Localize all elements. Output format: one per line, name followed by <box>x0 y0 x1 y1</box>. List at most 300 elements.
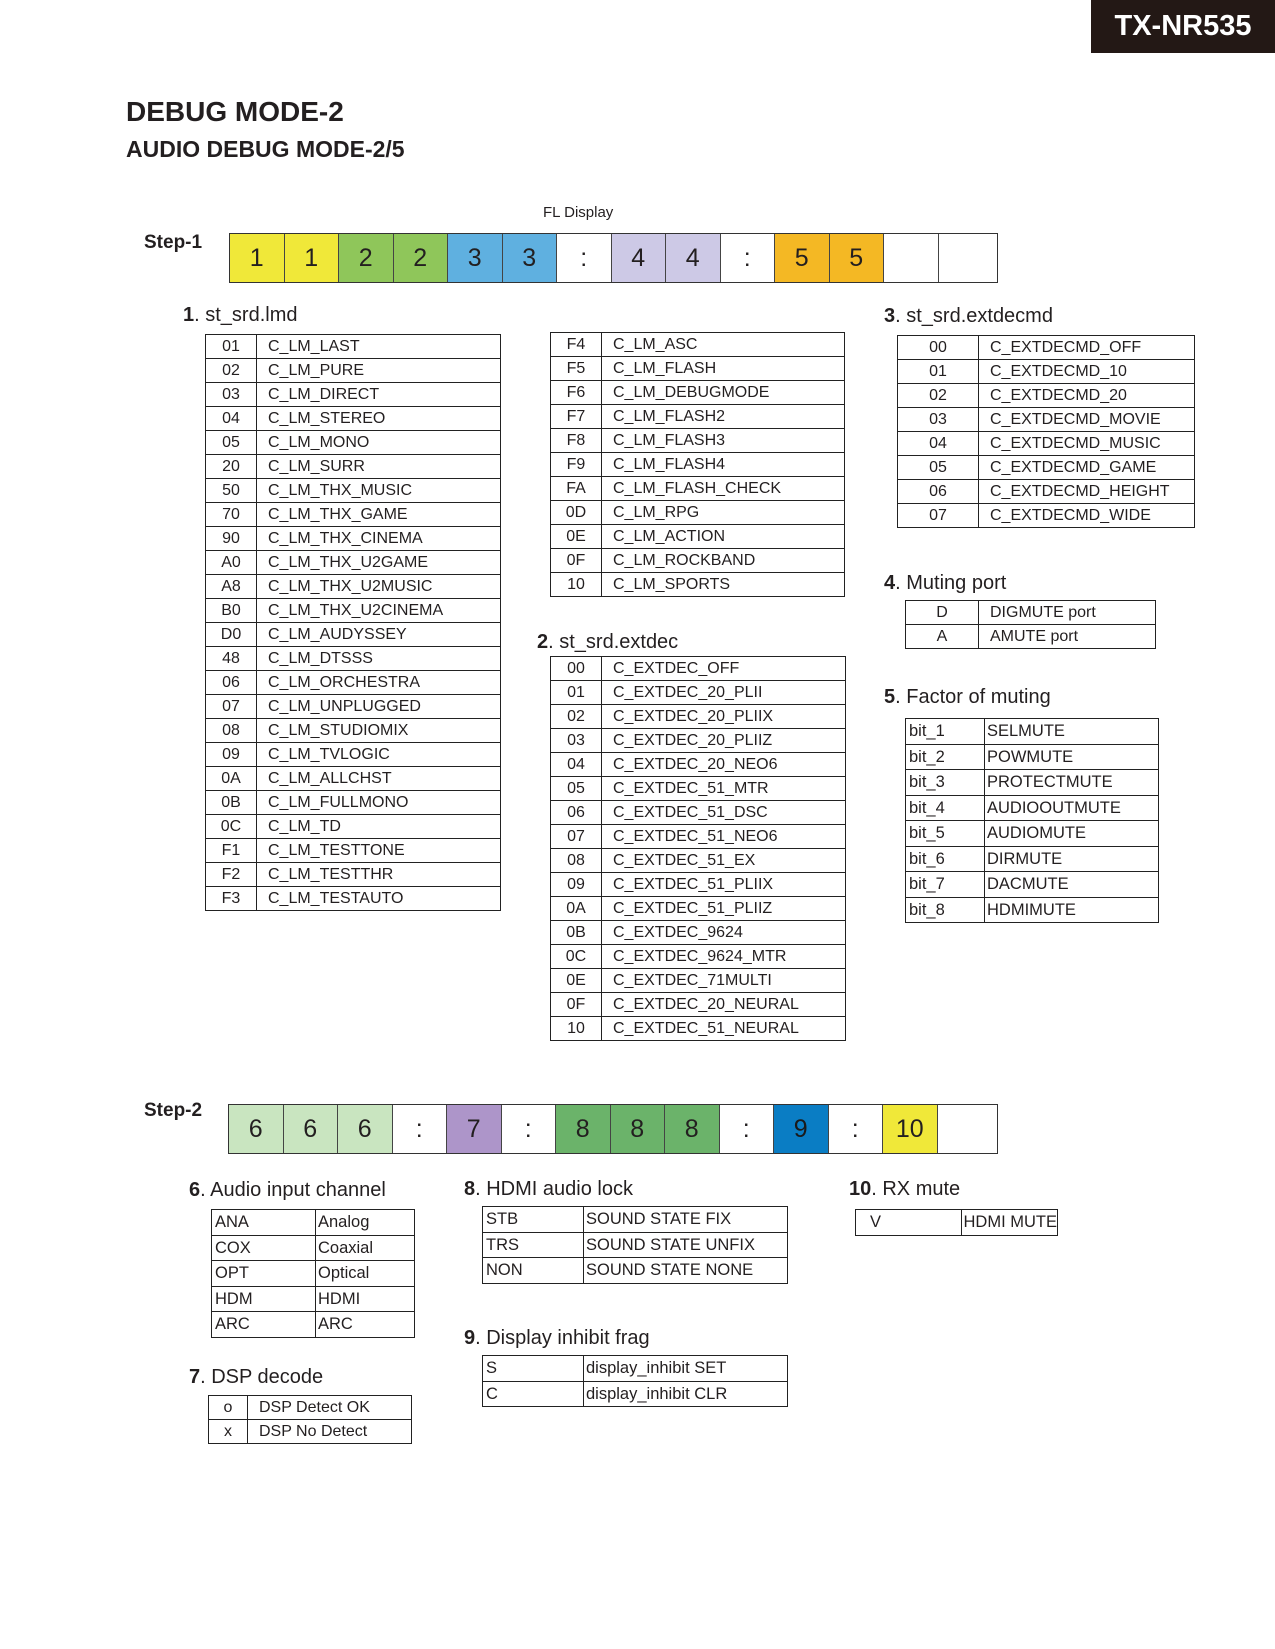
table-row <box>898 408 1195 432</box>
code-cell: F4 <box>551 333 602 357</box>
hdmi-audio-lock-table <box>482 1206 788 1284</box>
code-cell: B0 <box>206 599 257 623</box>
audio-input-table <box>211 1209 415 1338</box>
value-cell: DACMUTE <box>985 872 1159 898</box>
code-cell: A0 <box>206 551 257 575</box>
table-row <box>551 657 846 681</box>
table-row <box>906 795 1159 821</box>
code-cell: 00 <box>898 336 979 360</box>
code-cell: 03 <box>551 729 602 753</box>
display-cell: 4 <box>666 234 721 282</box>
table-row <box>483 1207 788 1233</box>
code-cell: F6 <box>551 381 602 405</box>
code-cell: F5 <box>551 357 602 381</box>
code-cell: 90 <box>206 527 257 551</box>
table-row <box>206 719 501 743</box>
code-cell: o <box>209 1396 248 1420</box>
display-cell: 3 <box>448 234 503 282</box>
table-row <box>898 360 1195 384</box>
display-cell: 2 <box>339 234 394 282</box>
code-cell: F2 <box>206 863 257 887</box>
code-cell: ANA <box>212 1210 316 1236</box>
table-row <box>856 1210 1058 1236</box>
value-cell: HDMI MUTE <box>961 1210 1058 1236</box>
table-row <box>206 623 501 647</box>
table-row <box>206 887 501 911</box>
table-row <box>551 477 845 501</box>
value-cell: C_LM_LAST <box>257 335 501 359</box>
table-row <box>206 335 501 359</box>
value-cell: C_EXTDEC_51_PLIIX <box>602 873 846 897</box>
table-row <box>483 1232 788 1258</box>
section-title-extdec: 2. st_srd.extdec <box>537 631 679 653</box>
value-cell: C_EXTDECMD_MOVIE <box>979 408 1195 432</box>
table-row <box>551 897 846 921</box>
display-cell: 4 <box>612 234 667 282</box>
display-cell <box>938 1105 993 1153</box>
table-row <box>906 625 1156 649</box>
table-row <box>551 873 846 897</box>
code-cell: A8 <box>206 575 257 599</box>
table-row <box>483 1258 788 1284</box>
table-row <box>483 1356 788 1382</box>
value-cell: C_LM_SPORTS <box>602 573 845 597</box>
extdecmd-table <box>897 335 1195 528</box>
value-cell: C_EXTDEC_20_NEURAL <box>602 993 846 1017</box>
factor-of-muting-table <box>905 718 1159 923</box>
table-row <box>551 705 846 729</box>
table-row <box>906 601 1156 625</box>
code-cell: 0A <box>551 897 602 921</box>
table-row <box>906 846 1159 872</box>
value-cell: AUDIOOUTMUTE <box>985 795 1159 821</box>
table-row <box>212 1261 415 1287</box>
display-cell: 8 <box>665 1105 720 1153</box>
code-cell: 09 <box>551 873 602 897</box>
display-cell: 5 <box>830 234 885 282</box>
value-cell: SOUND STATE FIX <box>584 1207 788 1233</box>
value-cell: C_EXTDECMD_WIDE <box>979 504 1195 528</box>
table-row <box>898 384 1195 408</box>
code-cell: A <box>906 625 979 649</box>
table-row <box>898 456 1195 480</box>
display-cell: : <box>720 1105 775 1153</box>
display-cell <box>939 234 994 282</box>
code-cell: 06 <box>551 801 602 825</box>
value-cell: C_LM_ORCHESTRA <box>257 671 501 695</box>
code-cell: 07 <box>898 504 979 528</box>
code-cell: 05 <box>551 777 602 801</box>
value-cell: C_EXTDECMD_10 <box>979 360 1195 384</box>
code-cell: COX <box>212 1235 316 1261</box>
table-row <box>551 825 846 849</box>
code-cell: FA <box>551 477 602 501</box>
value-cell: C_LM_FLASH_CHECK <box>602 477 845 501</box>
value-cell: Analog <box>316 1210 415 1236</box>
value-cell: C_LM_FLASH <box>602 357 845 381</box>
value-cell: C_EXTDEC_71MULTI <box>602 969 846 993</box>
table-row <box>551 1017 846 1041</box>
code-cell: 05 <box>206 431 257 455</box>
lmd-table-1 <box>205 334 501 911</box>
value-cell: C_LM_STUDIOMIX <box>257 719 501 743</box>
table-row <box>551 849 846 873</box>
code-cell: bit_4 <box>906 795 985 821</box>
value-cell: C_EXTDEC_51_NEURAL <box>602 1017 846 1041</box>
table-row <box>212 1235 415 1261</box>
table-row <box>209 1396 412 1420</box>
table-row <box>551 453 845 477</box>
display-cell: 6 <box>338 1105 393 1153</box>
table-row <box>551 573 845 597</box>
value-cell: SOUND STATE NONE <box>584 1258 788 1284</box>
table-row <box>206 743 501 767</box>
code-cell: 50 <box>206 479 257 503</box>
table-row <box>206 863 501 887</box>
code-cell: bit_7 <box>906 872 985 898</box>
value-cell: C_LM_THX_U2MUSIC <box>257 575 501 599</box>
display-cell: 1 <box>285 234 340 282</box>
value-cell: C_EXTDECMD_20 <box>979 384 1195 408</box>
table-row <box>906 897 1159 923</box>
table-row <box>206 359 501 383</box>
table-row <box>209 1420 412 1444</box>
code-cell: 06 <box>206 671 257 695</box>
code-cell: 0C <box>551 945 602 969</box>
display-cell: 10 <box>883 1105 938 1153</box>
value-cell: C_LM_ACTION <box>602 525 845 549</box>
value-cell: ARC <box>316 1312 415 1338</box>
value-cell: HDMI <box>316 1286 415 1312</box>
table-row <box>206 695 501 719</box>
value-cell: C_EXTDEC_51_NEO6 <box>602 825 846 849</box>
display-cell: 6 <box>284 1105 339 1153</box>
value-cell: C_LM_FULLMONO <box>257 791 501 815</box>
code-cell: 08 <box>206 719 257 743</box>
table-row <box>551 501 845 525</box>
code-cell: 02 <box>206 359 257 383</box>
table-row <box>206 671 501 695</box>
code-cell: x <box>209 1420 248 1444</box>
table-row <box>906 744 1159 770</box>
code-cell: NON <box>483 1258 584 1284</box>
display-cell: 6 <box>229 1105 284 1153</box>
display-cell: 7 <box>447 1105 502 1153</box>
step1-display-strip <box>229 233 998 283</box>
value-cell: C_LM_FLASH3 <box>602 429 845 453</box>
section-title-extdecmd: 3. st_srd.extdecmd <box>884 305 1053 327</box>
value-cell: C_LM_THX_GAME <box>257 503 501 527</box>
table-row <box>551 405 845 429</box>
value-cell: PROTECTMUTE <box>985 770 1159 796</box>
table-row <box>898 432 1195 456</box>
table-row <box>551 801 846 825</box>
value-cell: C_LM_FLASH2 <box>602 405 845 429</box>
value-cell: C_EXTDEC_51_DSC <box>602 801 846 825</box>
value-cell: DIRMUTE <box>985 846 1159 872</box>
display-cell: 8 <box>556 1105 611 1153</box>
code-cell: D0 <box>206 623 257 647</box>
value-cell: C_LM_TESTTHR <box>257 863 501 887</box>
extdec-table <box>550 656 846 1041</box>
code-cell: 70 <box>206 503 257 527</box>
value-cell: C_LM_TESTAUTO <box>257 887 501 911</box>
code-cell: 01 <box>551 681 602 705</box>
value-cell: C_LM_THX_CINEMA <box>257 527 501 551</box>
section-title-audio-input: 6. Audio input channel <box>189 1179 386 1201</box>
table-row <box>206 503 501 527</box>
table-row <box>206 599 501 623</box>
table-row <box>206 455 501 479</box>
display-cell: 2 <box>394 234 449 282</box>
value-cell: C_LM_FLASH4 <box>602 453 845 477</box>
value-cell: DSP Detect OK <box>248 1396 412 1420</box>
code-cell: 02 <box>551 705 602 729</box>
table-row <box>206 791 501 815</box>
table-row <box>206 767 501 791</box>
value-cell: C_EXTDEC_20_PLIIZ <box>602 729 846 753</box>
table-row <box>551 777 846 801</box>
code-cell: bit_3 <box>906 770 985 796</box>
code-cell: F7 <box>551 405 602 429</box>
code-cell: 09 <box>206 743 257 767</box>
value-cell: C_LM_ASC <box>602 333 845 357</box>
code-cell: 07 <box>551 825 602 849</box>
code-cell: F1 <box>206 839 257 863</box>
code-cell: S <box>483 1356 584 1382</box>
code-cell: 00 <box>551 657 602 681</box>
code-cell: bit_1 <box>906 719 985 745</box>
code-cell: 20 <box>206 455 257 479</box>
table-row <box>483 1381 788 1407</box>
code-cell: 06 <box>898 480 979 504</box>
code-cell: 0E <box>551 525 602 549</box>
value-cell: C_LM_TESTTONE <box>257 839 501 863</box>
value-cell: POWMUTE <box>985 744 1159 770</box>
table-row <box>206 551 501 575</box>
section-title-dsp-decode: 7. DSP decode <box>189 1366 324 1388</box>
code-cell: 0C <box>206 815 257 839</box>
rx-mute-table <box>855 1209 1058 1236</box>
display-cell <box>884 234 939 282</box>
code-cell: TRS <box>483 1232 584 1258</box>
code-cell: 0B <box>551 921 602 945</box>
table-row <box>212 1286 415 1312</box>
code-cell: 05 <box>898 456 979 480</box>
value-cell: DSP No Detect <box>248 1420 412 1444</box>
display-cell: 3 <box>503 234 558 282</box>
value-cell: C_LM_RPG <box>602 501 845 525</box>
step2-label: Step-2 <box>144 1100 203 1121</box>
value-cell: C_EXTDEC_20_NEO6 <box>602 753 846 777</box>
value-cell: C_LM_STEREO <box>257 407 501 431</box>
display-cell: 1 <box>230 234 285 282</box>
value-cell: C_EXTDECMD_OFF <box>979 336 1195 360</box>
value-cell: C_LM_TVLOGIC <box>257 743 501 767</box>
page-title: DEBUG MODE-2 <box>126 96 344 127</box>
display-cell: : <box>557 234 612 282</box>
table-row <box>206 479 501 503</box>
table-row <box>551 969 846 993</box>
value-cell: C_EXTDEC_51_PLIIZ <box>602 897 846 921</box>
table-row <box>551 357 845 381</box>
table-row <box>206 527 501 551</box>
code-cell: 0F <box>551 549 602 573</box>
table-row <box>551 333 845 357</box>
code-cell: F8 <box>551 429 602 453</box>
model-badge: TX-NR535 <box>1091 0 1275 53</box>
value-cell: C_LM_SURR <box>257 455 501 479</box>
table-row <box>551 753 846 777</box>
code-cell: 0A <box>206 767 257 791</box>
value-cell: C_EXTDECMD_MUSIC <box>979 432 1195 456</box>
table-row <box>898 504 1195 528</box>
step2-display-strip <box>228 1104 998 1154</box>
table-row <box>551 681 846 705</box>
table-row <box>906 770 1159 796</box>
code-cell: 10 <box>551 573 602 597</box>
table-row <box>206 431 501 455</box>
display-cell: : <box>502 1105 557 1153</box>
code-cell: C <box>483 1381 584 1407</box>
code-cell: 04 <box>551 753 602 777</box>
code-cell: ARC <box>212 1312 316 1338</box>
table-row <box>898 480 1195 504</box>
table-row <box>551 525 845 549</box>
step1-label: Step-1 <box>144 232 203 253</box>
display-cell: : <box>393 1105 448 1153</box>
value-cell: C_LM_MONO <box>257 431 501 455</box>
value-cell: C_LM_AUDYSSEY <box>257 623 501 647</box>
table-row <box>206 647 501 671</box>
section-title-hdmi-audio-lock: 8. HDMI audio lock <box>464 1178 633 1200</box>
muting-port-table <box>905 600 1156 649</box>
code-cell: 03 <box>206 383 257 407</box>
table-row <box>212 1312 415 1338</box>
code-cell: bit_5 <box>906 821 985 847</box>
value-cell: Coaxial <box>316 1235 415 1261</box>
code-cell: 0B <box>206 791 257 815</box>
value-cell: Optical <box>316 1261 415 1287</box>
code-cell: STB <box>483 1207 584 1233</box>
code-cell: 01 <box>898 360 979 384</box>
value-cell: C_EXTDECMD_HEIGHT <box>979 480 1195 504</box>
value-cell: C_LM_THX_MUSIC <box>257 479 501 503</box>
value-cell: C_EXTDEC_9624 <box>602 921 846 945</box>
value-cell: display_inhibit SET <box>584 1356 788 1382</box>
code-cell: 04 <box>206 407 257 431</box>
section-title-factor-of-muting: 5. Factor of muting <box>884 686 1051 708</box>
code-cell: 08 <box>551 849 602 873</box>
value-cell: C_EXTDEC_20_PLII <box>602 681 846 705</box>
value-cell: C_LM_THX_U2CINEMA <box>257 599 501 623</box>
code-cell: 07 <box>206 695 257 719</box>
code-cell: 10 <box>551 1017 602 1041</box>
table-row <box>906 872 1159 898</box>
table-row <box>206 575 501 599</box>
code-cell: 03 <box>898 408 979 432</box>
code-cell: bit_2 <box>906 744 985 770</box>
table-row <box>551 549 845 573</box>
display-cell: 9 <box>774 1105 829 1153</box>
code-cell: OPT <box>212 1261 316 1287</box>
table-row <box>206 815 501 839</box>
value-cell: C_EXTDEC_20_PLIIX <box>602 705 846 729</box>
value-cell: C_EXTDECMD_GAME <box>979 456 1195 480</box>
table-row <box>551 381 845 405</box>
code-cell: 48 <box>206 647 257 671</box>
page-subtitle: AUDIO DEBUG MODE-2/5 <box>126 136 405 162</box>
value-cell: DIGMUTE port <box>979 601 1156 625</box>
table-row <box>551 993 846 1017</box>
table-row <box>906 821 1159 847</box>
code-cell: bit_8 <box>906 897 985 923</box>
table-row <box>551 429 845 453</box>
value-cell: C_LM_DEBUGMODE <box>602 381 845 405</box>
value-cell: display_inhibit CLR <box>584 1381 788 1407</box>
code-cell: 0F <box>551 993 602 1017</box>
code-cell: D <box>906 601 979 625</box>
table-row <box>212 1210 415 1236</box>
value-cell: SELMUTE <box>985 719 1159 745</box>
code-cell: 04 <box>898 432 979 456</box>
value-cell: C_EXTDEC_OFF <box>602 657 846 681</box>
section-title-display-inhibit: 9. Display inhibit frag <box>464 1327 650 1349</box>
value-cell: C_EXTDEC_51_MTR <box>602 777 846 801</box>
value-cell: C_EXTDEC_9624_MTR <box>602 945 846 969</box>
value-cell: AMUTE port <box>979 625 1156 649</box>
display-inhibit-table <box>482 1355 788 1407</box>
code-cell: HDM <box>212 1286 316 1312</box>
display-cell: : <box>721 234 776 282</box>
lmd-table-2 <box>550 332 845 597</box>
display-cell: : <box>829 1105 884 1153</box>
table-row <box>551 921 846 945</box>
table-row <box>206 839 501 863</box>
value-cell: AUDIOMUTE <box>985 821 1159 847</box>
code-cell: 0D <box>551 501 602 525</box>
table-row <box>206 383 501 407</box>
display-cell: 8 <box>611 1105 666 1153</box>
section-title-muting-port: 4. Muting port <box>884 572 1007 594</box>
table-row <box>898 336 1195 360</box>
dsp-decode-table <box>208 1395 412 1444</box>
code-cell: V <box>856 1210 962 1236</box>
value-cell: C_LM_ALLCHST <box>257 767 501 791</box>
fl-display-label: FL Display <box>543 204 614 221</box>
code-cell: 01 <box>206 335 257 359</box>
section-title-lmd: 1. st_srd.lmd <box>183 304 298 326</box>
value-cell: C_LM_PURE <box>257 359 501 383</box>
code-cell: 0E <box>551 969 602 993</box>
value-cell: C_LM_UNPLUGGED <box>257 695 501 719</box>
code-cell: F9 <box>551 453 602 477</box>
code-cell: F3 <box>206 887 257 911</box>
value-cell: C_LM_ROCKBAND <box>602 549 845 573</box>
table-row <box>906 719 1159 745</box>
value-cell: C_LM_TD <box>257 815 501 839</box>
table-row <box>206 407 501 431</box>
table-row <box>551 729 846 753</box>
code-cell: bit_6 <box>906 846 985 872</box>
value-cell: C_LM_THX_U2GAME <box>257 551 501 575</box>
value-cell: C_EXTDEC_51_EX <box>602 849 846 873</box>
code-cell: 02 <box>898 384 979 408</box>
display-cell: 5 <box>775 234 830 282</box>
table-row <box>551 945 846 969</box>
section-title-rx-mute: 10. RX mute <box>849 1178 961 1200</box>
value-cell: C_LM_DTSSS <box>257 647 501 671</box>
